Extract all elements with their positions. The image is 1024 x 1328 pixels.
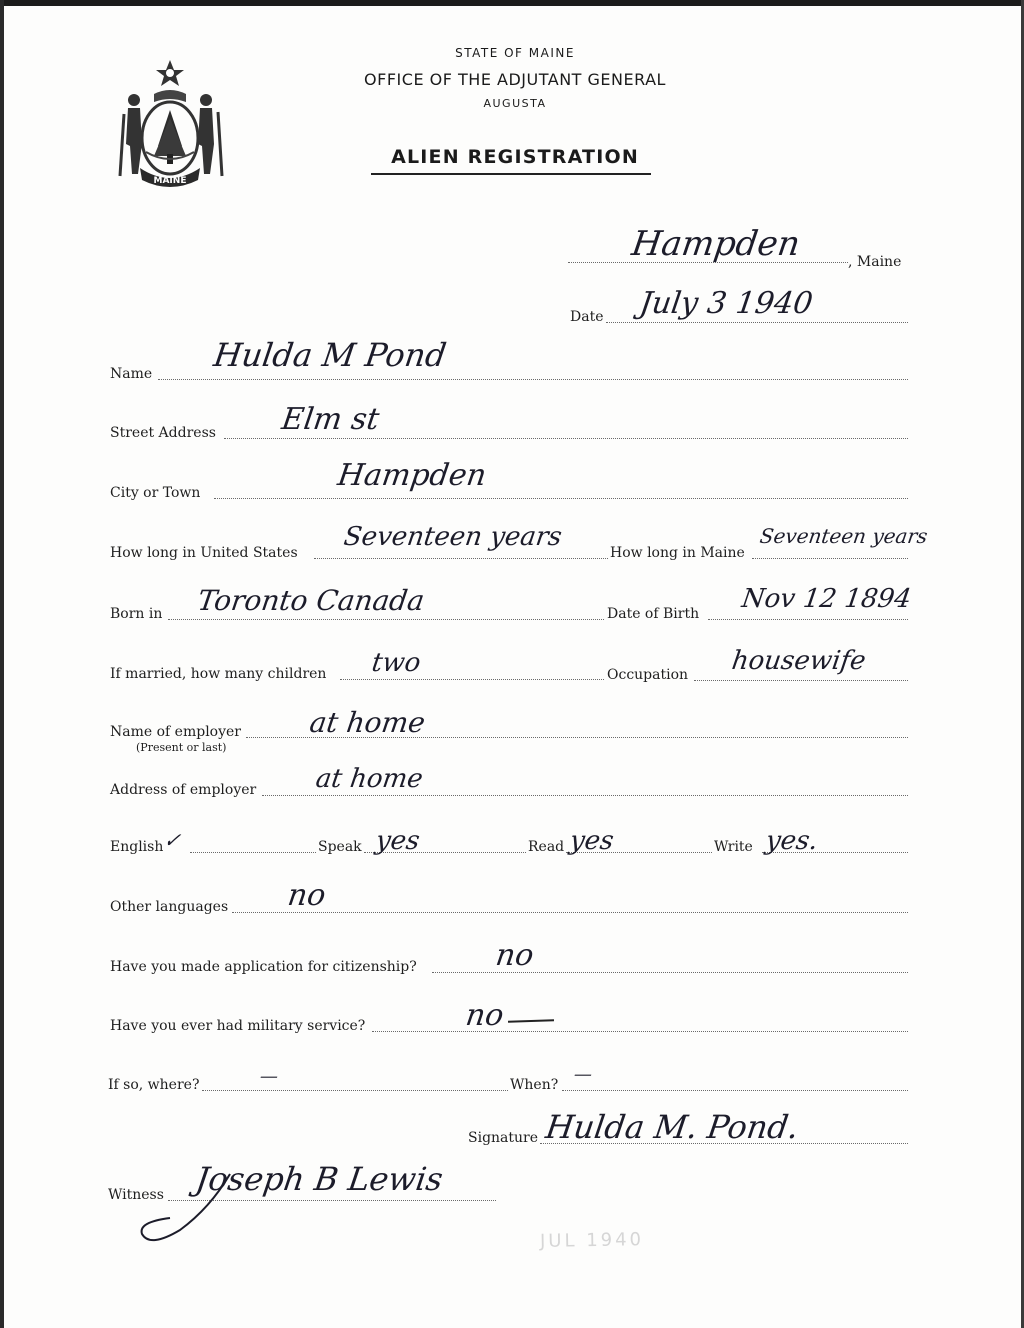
when-line: [562, 1090, 908, 1091]
speak-value: yes: [373, 826, 422, 856]
date-of-birth-label: Date of Birth: [607, 606, 700, 622]
name-value: Hulda M Pond: [211, 336, 449, 374]
born-in-value: Toronto Canada: [195, 584, 427, 617]
write-label: Write: [714, 839, 753, 855]
children-line: [340, 679, 604, 680]
how-long-us-label: How long in United States: [110, 545, 298, 561]
place-value: Hampden: [629, 224, 803, 264]
state-seal-icon: [110, 56, 230, 188]
date-value: July 3 1940: [637, 286, 815, 321]
header-state: STATE OF MAINE: [455, 46, 575, 60]
title-underline: [371, 173, 651, 175]
how-long-us-line: [314, 558, 608, 559]
occupation-line: [694, 680, 908, 681]
header-office: OFFICE OF THE ADJUTANT GENERAL: [364, 70, 666, 89]
speak-label: Speak: [318, 839, 362, 855]
name-line: [158, 379, 908, 380]
if-so-where-line: [202, 1090, 508, 1091]
street-address-value: Elm st: [279, 402, 382, 437]
place-suffix: , Maine: [848, 254, 902, 270]
city-or-town-label: City or Town: [110, 485, 201, 501]
header-city: AUGUSTA: [483, 97, 547, 110]
other-languages-line: [232, 912, 908, 913]
date-of-birth-value: Nov 12 1894: [739, 584, 913, 614]
witness-label: Witness: [108, 1187, 164, 1203]
other-languages-label: Other languages: [110, 899, 229, 915]
street-address-label: Street Address: [110, 425, 216, 441]
employer-address-line: [262, 795, 908, 796]
date-line: [606, 322, 908, 323]
received-stamp: JUL 1940: [539, 1229, 645, 1252]
citizenship-value: no: [493, 938, 536, 973]
name-label: Name: [110, 366, 153, 382]
how-long-us-value: Seventeen years: [341, 522, 564, 552]
occupation-label: Occupation: [607, 667, 689, 683]
when-value: —: [572, 1064, 594, 1085]
military-line: [372, 1031, 908, 1032]
witness-value: Joseph B Lewis: [193, 1160, 446, 1198]
children-value: two: [369, 648, 423, 678]
military-value: no: [463, 998, 506, 1033]
signature-value: Hulda M. Pond.: [543, 1108, 802, 1146]
form-title: ALIEN REGISTRATION: [391, 146, 639, 168]
other-languages-value: no: [285, 878, 328, 913]
occupation-value: housewife: [729, 646, 868, 676]
scan-top-edge: [0, 0, 1024, 6]
born-in-label: Born in: [110, 606, 163, 622]
military-dash-mark: [508, 1019, 554, 1023]
employer-name-value: at home: [307, 706, 428, 739]
city-or-town-value: Hampden: [335, 458, 489, 493]
military-label: Have you ever had military service?: [110, 1018, 366, 1034]
witness-flourish: [130, 1168, 240, 1248]
date-of-birth-line: [708, 619, 908, 620]
employer-address-value: at home: [313, 764, 425, 794]
scan-left-edge: [0, 0, 4, 1328]
when-label: When?: [510, 1077, 559, 1093]
employer-name-label: Name of employer: [110, 724, 241, 740]
born-in-line: [168, 619, 604, 620]
english-label: English: [110, 839, 164, 855]
street-address-line: [224, 438, 908, 439]
write-value: yes.: [763, 826, 820, 856]
how-long-maine-label: How long in Maine: [610, 545, 745, 561]
if-so-where-value: —: [258, 1066, 280, 1087]
citizenship-label: Have you made application for citizenship?: [110, 959, 417, 975]
read-value: yes: [567, 826, 616, 856]
how-long-maine-line: [752, 558, 908, 559]
english-value: ✓: [162, 828, 183, 852]
employer-name-sublabel: (Present or last): [136, 741, 227, 754]
if-so-where-label: If so, where?: [108, 1077, 200, 1093]
english-line: [190, 852, 316, 853]
signature-label: Signature: [468, 1130, 539, 1146]
read-label: Read: [528, 839, 565, 855]
seal-banner-text: MAINE: [153, 176, 187, 186]
employer-address-label: Address of employer: [110, 782, 257, 798]
date-label: Date: [570, 309, 604, 325]
how-long-maine-value: Seventeen years: [758, 524, 930, 548]
city-or-town-line: [214, 498, 908, 499]
children-label: If married, how many children: [110, 666, 327, 682]
